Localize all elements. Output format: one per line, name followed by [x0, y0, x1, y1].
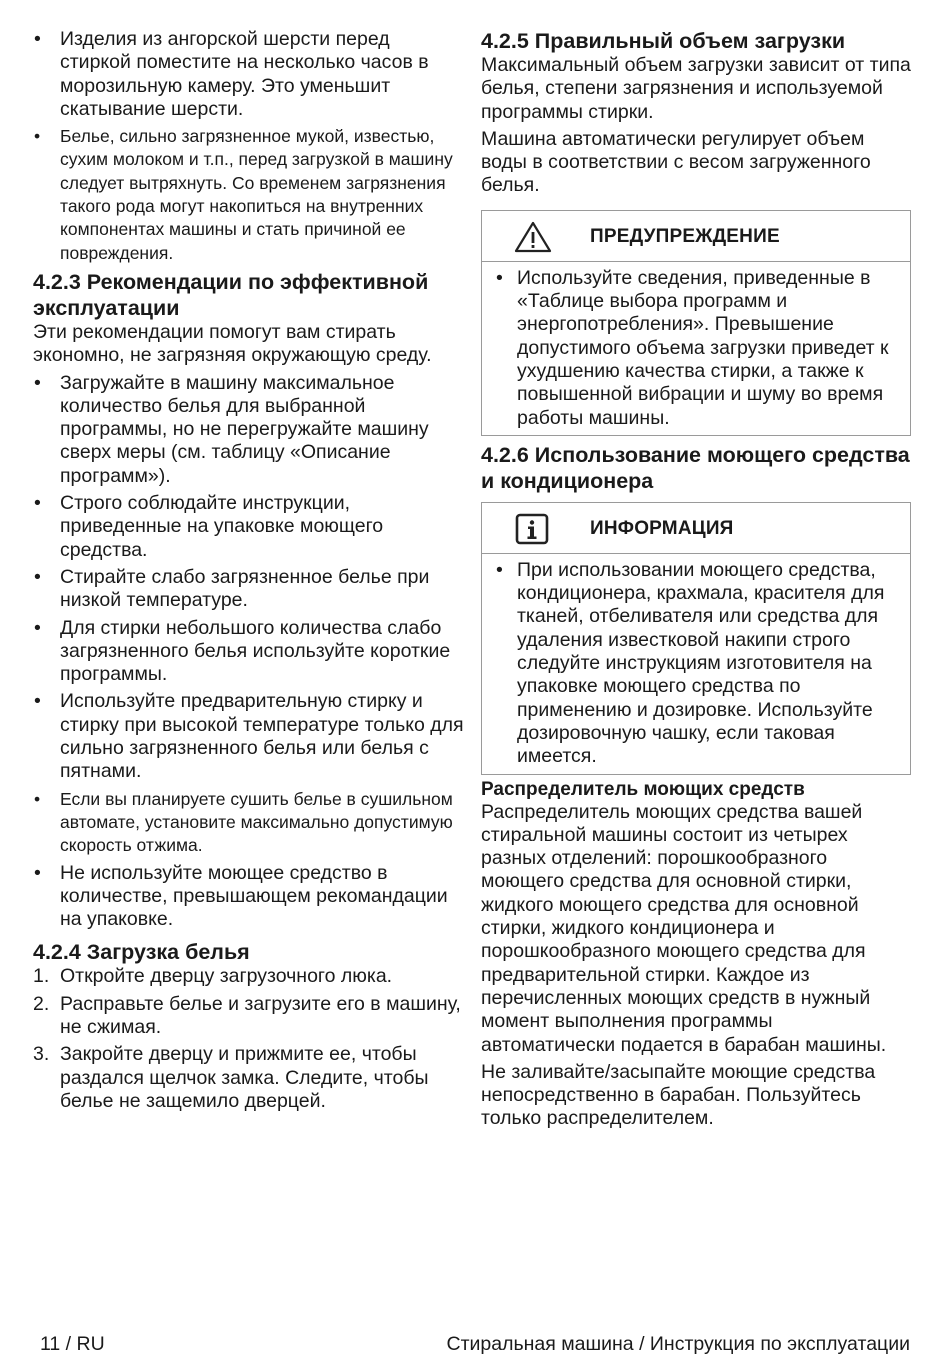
loading-steps — [33, 965, 465, 1113]
warning-header — [482, 211, 910, 262]
left-column — [33, 28, 465, 1117]
paragraph: Не заливайте/засыпайте моющие средства непосредственно в барабан. Пользуйтесь только распределителем. — [481, 1060, 876, 1130]
list-item: • Загружайте в машину максимальное количество белья для выбранной программы, но не перегружайте машину сверх меры (см. таблицу «Описание программ»). — [33, 372, 465, 488]
document-title: Стиральная машина / Инструкция по эксплуатации — [446, 1333, 910, 1355]
step-text: Закройте дверцу и прижмите ее, чтобы раздался щелчок замка. Следите, чтобы белье не защемило дверцей. — [60, 1043, 429, 1112]
list-item: • Для стирки небольшого количества слабо загрязненного белья используйте короткие программы. — [33, 617, 465, 687]
step-number: 1. — [33, 965, 50, 988]
paragraph: Максимальный объем загрузки зависит от типа белья, степени загрязнения и используемой программы стирки. — [481, 54, 911, 123]
list-item: • Строго соблюдайте инструкции, приведенные на упаковке моющего средства. — [33, 492, 465, 562]
paragraph: Распределитель моющих средства вашей стиральной машины состоит из четырех разных отделений: порошкообразного моющего средства для основной стирки, жидкого моющего средства для основной стирки, жидкого кондиционера и порошкообразного моющего средства для предварительной стирки. Каждое из перечисленных моющих средств в нужный момент выполнения программы автоматически подается в барабан машины. — [481, 800, 887, 1056]
warning-title: ПРЕДУПРЕЖДЕНИЕ — [590, 225, 780, 247]
recommendations-list — [33, 372, 465, 932]
step-item — [33, 1043, 465, 1113]
section-title-4-2-5: 4.2.5 Правильный объем загрузки — [481, 29, 846, 53]
list-item: • Стирайте слабо загрязненное белье при низкой температуре. — [33, 566, 465, 613]
list-item: • Изделия из ангорской шерсти перед стиркой поместите на несколько часов в морозильную камеру. Это уменьшит скатывание шерсти. — [33, 28, 465, 121]
info-icon — [514, 513, 550, 550]
warning-box — [481, 210, 911, 436]
page-number: 11 / RU — [40, 1333, 105, 1355]
list-item: • Не используйте моющее средство в количестве, превышающем рекомандации на упаковке. — [33, 862, 465, 932]
warning-list — [495, 267, 902, 430]
section-intro: Эти рекомендации помогут вам стирать экономно, не загрязняя окружающую среду. — [33, 320, 432, 367]
list-item: • Белье, сильно загрязненное мукой, известью, сухим молоком и т.п., перед загрузкой в машину следует вытряхнуть. Со временем загрязнения такого рода могут накопиться на внутренних компонентах машины и стать причиной ее повреждения. — [33, 125, 465, 265]
right-column — [481, 28, 911, 1135]
section-title-4-2-6: 4.2.6 Использование моющего средства и кондиционера — [481, 442, 910, 493]
section-title-4-2-4: 4.2.4 Загрузка белья — [33, 940, 250, 965]
info-box — [481, 502, 911, 775]
info-list — [495, 559, 902, 769]
section-title-4-2-3: 4.2.3 Рекомендации по эффективной эксплуатации — [33, 269, 429, 320]
list-item: • Используйте сведения, приведенные в «Таблице выбора программ и энергопотребления». Превышение допустимого объема загрузки приведет к ухудшению качества стирки, а также к повышенной вибрации и шуму во время работы машины. — [495, 267, 902, 430]
step-item — [33, 993, 465, 1040]
step-item — [33, 965, 465, 988]
intro-list — [33, 28, 465, 265]
paragraph: Машина автоматически регулирует объем воды в соответствии с весом загруженного белья. — [481, 127, 871, 197]
list-item: • Если вы планируете сушить белье в сушильном автомате, установите максимально допустимую скорость отжима. — [33, 788, 465, 858]
step-text: Расправьте белье и загрузите его в машину, не сжимая. — [60, 992, 461, 1038]
warning-triangle-icon — [514, 221, 552, 258]
dispenser-title: Распределитель моющих средств — [481, 778, 805, 800]
list-item: • Используйте предварительную стирку и стирку при высокой температуре только для сильно загрязненного белья или белья с пятнами. — [33, 690, 465, 783]
step-number: 3. — [33, 1043, 50, 1066]
info-title: ИНФОРМАЦИЯ — [590, 517, 734, 539]
info-header — [482, 503, 910, 554]
step-number: 2. — [33, 992, 50, 1015]
step-text: Откройте дверцу загрузочного люка. — [60, 965, 393, 988]
list-item: • При использовании моющего средства, кондиционера, крахмала, красителя для тканей, отбеливателя или средства для удаления известковой накипи строго следуйте инструкциям изготовителя на упаковке моющего средства по применению и дозировке. Используйте дозировочную чашку, если таковая имеется. — [495, 559, 902, 769]
